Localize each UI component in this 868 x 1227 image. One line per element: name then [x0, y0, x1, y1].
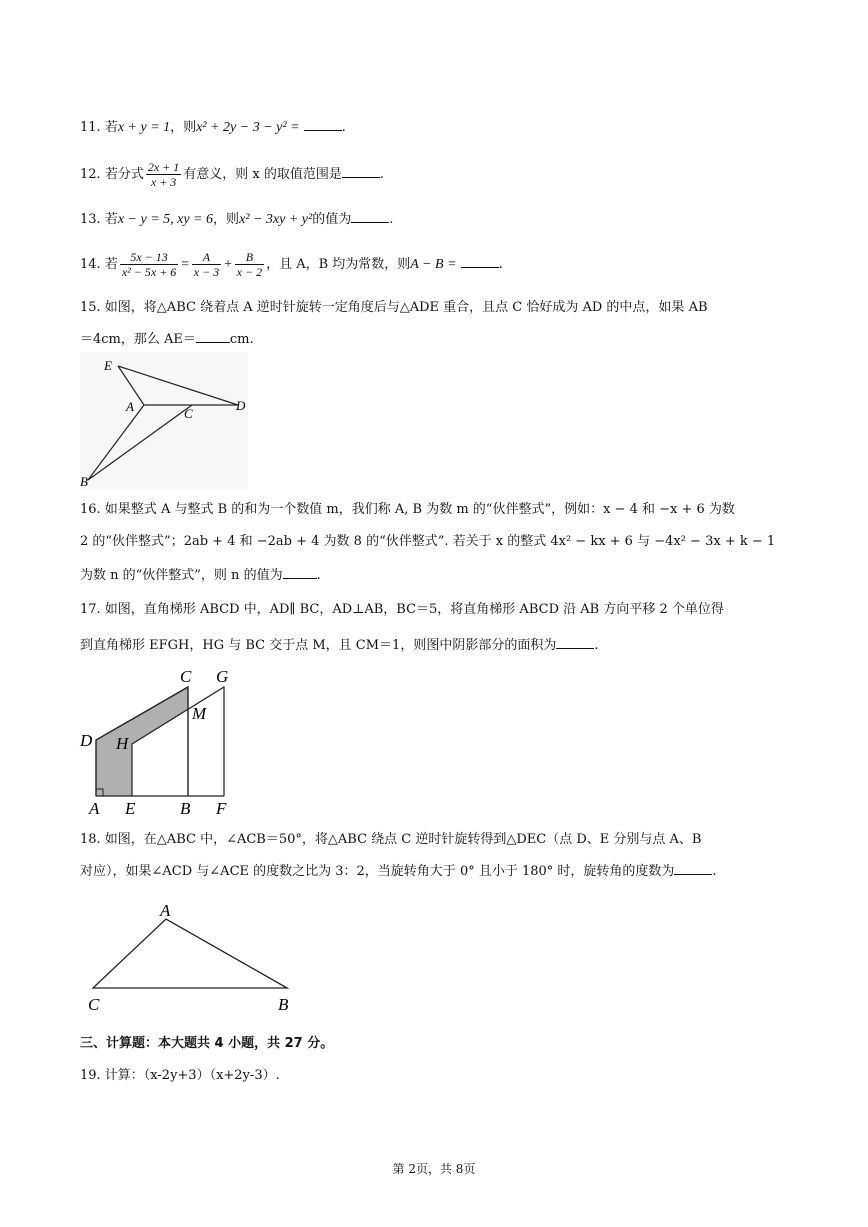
question-13: 13. 若x − y = 5, xy = 6，则x² − 3xy + y²的值为 . — [80, 212, 394, 227]
label-e: E — [104, 358, 112, 373]
label-g: G — [216, 667, 229, 686]
question-15-line-2: ＝4cm，那么 AE＝ cm. — [80, 332, 254, 347]
label-b: B — [278, 995, 289, 1014]
label-e: E — [125, 799, 136, 818]
question-16-line-2: 2 的“伙伴整式”；2ab + 4 和 −2ab + 4 为数 8 的“伙伴整式”. 若关于 x 的整式 4x² − kx + 6 与 −4x² − 3x + k − 1 — [80, 534, 776, 549]
answer-blank[interactable] — [351, 210, 389, 223]
figure-q15 — [80, 352, 250, 492]
question-15-line-1: 15. 如图，将△ABC 绕着点 A 逆时针旋转一定角度后与△ADE 重合，且点 C 恰好成为 AD 的中点，如果 AB — [80, 300, 708, 315]
question-16-line-1: 16. 如果整式 A 与整式 B 的和为一个数值 m，我们称 A, B 为数 m 的“伙伴整式”，例如：x − 4 和 −x + 6 为数 — [80, 502, 735, 517]
label-d: D — [236, 398, 246, 413]
question-16-line-3: 为数 n 的“伙伴整式”，则 n 的值为 . — [80, 568, 321, 583]
answer-blank[interactable] — [461, 255, 499, 268]
answer-blank[interactable] — [674, 862, 712, 875]
question-17-line-2: 到直角梯形 EFGH，HG 与 BC 交于点 M，且 CM＝1，则图中阴影部分的面积为 . — [80, 638, 599, 653]
label-c: C — [88, 995, 100, 1014]
fraction: $\frac{5x - 13}{\text{x² − 5x + 6}}$ — [121, 250, 177, 279]
label-b: B — [80, 474, 88, 489]
label-h: H — [116, 734, 129, 753]
label-a: A — [126, 399, 134, 414]
answer-blank[interactable] — [556, 636, 594, 649]
label-d: D — [80, 731, 93, 750]
question-12: 12. 若分式 $\frac{2x + 1}{x + 3}$ 有意义，则 x 的取值范围是 . — [80, 160, 385, 189]
answer-blank[interactable] — [196, 330, 230, 343]
question-18-line-1: 18. 如图，在△ABC 中，∠ACB＝50°，将△ABC 绕点 C 逆时针旋转得到△DEC（点 D、E 分别与点 A、B — [80, 832, 702, 847]
question-14: 14. 若 $\frac{5x - 13}{\text{x² − 5x + 6}}$ = $\frac{A}{x - 3}$ + $\frac{B}{x - 2}$ ，且 A，B 均为常数，则A − B = . — [80, 250, 503, 279]
figure-q18 — [80, 898, 300, 1018]
label-a: A — [89, 799, 100, 818]
question-19: 19. 计算：（x-2y+3）（x+2y-3）. — [80, 1068, 280, 1083]
question-18-line-2: 对应），如果∠ACD 与∠ACE 的度数之比为 3：2，当旋转角大于 0° 且小于 180° 时，旋转角的度数为 . — [80, 864, 717, 879]
section-heading: 三、计算题：本大题共 4 小题，共 27 分。 — [80, 1036, 334, 1051]
fraction: $\frac{B}{x - 2}$ — [236, 250, 263, 279]
label-m: M — [192, 704, 207, 723]
label-a: A — [160, 901, 171, 920]
question-17-line-1: 17. 如图，直角梯形 ABCD 中，AD∥ BC，AD⊥AB，BC＝5，将直角梯形 ABCD 沿 AB 方向平移 2 个单位得 — [80, 602, 724, 617]
label-c: C — [180, 667, 192, 686]
fraction: $\frac{2x + 1}{x + 3}$ — [147, 160, 180, 189]
label-c: C — [184, 406, 193, 421]
fraction: $\frac{A}{x - 3}$ — [193, 250, 220, 279]
answer-blank[interactable] — [304, 118, 342, 131]
figure-q17 — [76, 662, 246, 820]
shaded-region — [96, 687, 188, 796]
answer-blank[interactable] — [342, 165, 380, 178]
question-11: 11. 若x + y = 1，则x² + 2y − 3 − y² = . — [80, 120, 346, 135]
triangle-abc — [93, 919, 287, 988]
label-f: F — [216, 799, 227, 818]
answer-blank[interactable] — [283, 566, 317, 579]
page-footer: 第 2页，共 8页 — [392, 1162, 476, 1176]
label-b: B — [180, 799, 191, 818]
